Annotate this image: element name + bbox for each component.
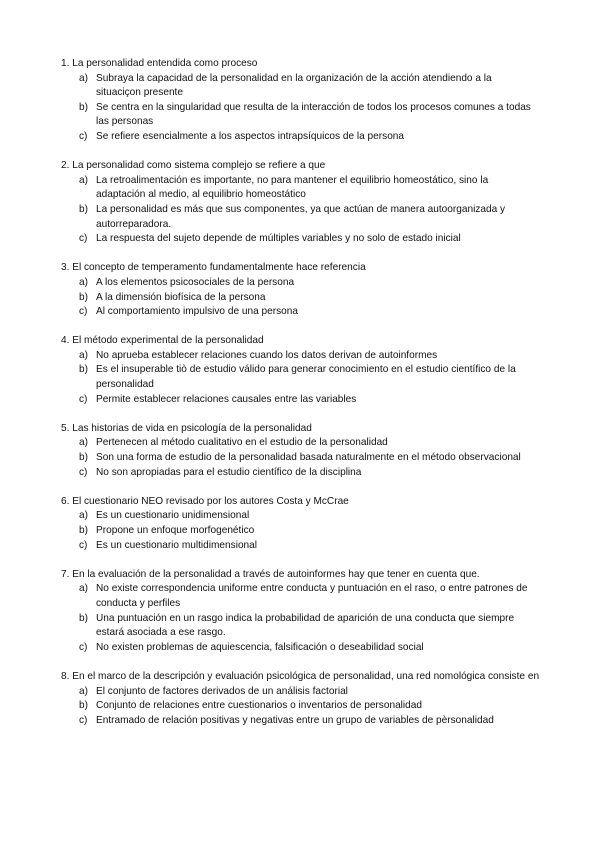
option-b (0, 291, 600, 306)
option-b (0, 524, 600, 539)
question-text: 7. En la evaluación de la personalidad a través de autoinformes hay que tener en cuenta que. (61, 568, 480, 580)
option-text: La personalidad es más que sus componentes, ya que actúan de manera autoorganizada y autorreparadora. (96, 203, 506, 230)
options-list (0, 174, 600, 247)
option-letter: a) (79, 72, 88, 84)
question-6 (0, 495, 600, 553)
option-b (0, 451, 600, 466)
question-4 (0, 334, 600, 407)
option-text: No aprueba establecer relaciones cuando los datos derivan de autoinformes (96, 349, 438, 361)
option-letter: b) (79, 452, 88, 464)
document-page (0, 57, 600, 743)
option-a (0, 349, 600, 364)
option-letter: b) (79, 203, 88, 215)
option-letter: c) (79, 539, 88, 551)
option-c (0, 466, 600, 481)
option-text: Al comportamiento impulsivo de una persona (96, 306, 298, 318)
option-text: Permite establecer relaciones causales entre las variables (96, 393, 357, 405)
option-letter: c) (79, 306, 88, 318)
option-a (0, 582, 600, 611)
option-letter: b) (79, 364, 88, 376)
option-letter: a) (79, 437, 88, 449)
option-c (0, 305, 600, 320)
option-text: Es un cuestionario unidimensional (96, 510, 250, 522)
question-text: 6. El cuestionario NEO revisado por los autores Costa y McCrae (61, 495, 349, 507)
question-text: 1. La personalidad entendida como proceso (61, 58, 258, 69)
question-text: 2. La personalidad como sistema complejo se refiere a que (61, 160, 326, 172)
option-text: Se refiere esencialmente a los aspectos intrapsíquicos de la persona (96, 130, 405, 142)
option-c (0, 641, 600, 656)
options-list (0, 72, 600, 145)
option-b (0, 363, 600, 392)
question-5 (0, 422, 600, 480)
option-c (0, 232, 600, 247)
options-list (0, 436, 600, 480)
option-letter: c) (79, 466, 88, 478)
question-text: 8. En el marco de la descripción y evaluación psicológica de personalidad, una red nomológica consiste en (61, 670, 540, 682)
question-3 (0, 261, 600, 319)
option-letter: b) (79, 291, 88, 303)
option-letter: c) (79, 233, 88, 245)
options-list (0, 685, 600, 729)
question-2 (0, 159, 600, 247)
option-letter: a) (79, 510, 88, 522)
option-b (0, 101, 600, 130)
option-a (0, 72, 600, 101)
option-text: Son una forma de estudio de la personalidad basada naturalmente en el método observacional (96, 452, 521, 464)
option-text: La retroalimentación es importante, no para mantener el equilibrio homeostático, sino la adaptación al medio, al equilibrio homeostático (96, 174, 489, 201)
option-a (0, 509, 600, 524)
option-text: No existe correspondencia uniforme entre conducta y puntuación en el raso, o entre patrones de conducta y perfiles (96, 583, 528, 609)
options-list (0, 349, 600, 407)
question-8 (0, 670, 600, 728)
option-text: Se centra en la singularidad que resulta de la interacción de todos los procesos comunes a todas las personas (96, 101, 531, 128)
option-letter: b) (79, 101, 88, 113)
option-text: Es el insuperable tiò de estudio válido para generar conocimiento en el estudio científico de la personalidad (96, 364, 516, 391)
option-text: No existen problemas de aquiescencia, falsificación o deseabilidad social (96, 641, 424, 653)
option-c (0, 714, 600, 729)
option-b (0, 203, 600, 232)
option-a (0, 276, 600, 291)
question-text: 5. Las historias de vida en psicología de la personalidad (61, 422, 312, 434)
option-letter: a) (79, 685, 88, 697)
option-letter: a) (79, 349, 88, 361)
options-list (0, 276, 600, 320)
option-text: Una puntuación en un rasgo indica la probabilidad de aparición de una conducta que siempre estará asociada a ese rasgo. (96, 612, 515, 639)
option-text: Es un cuestionario multidimensional (96, 539, 258, 551)
option-text: Conjunto de relaciones entre cuestionarios o inventarios de personalidad (96, 700, 423, 712)
option-text: Pertenecen al método cualitativo en el estudio de la personalidad (96, 437, 388, 449)
option-letter: c) (79, 393, 88, 405)
question-text: 3. El concepto de temperamento fundamentalmente hace referencia (61, 262, 366, 274)
option-a (0, 174, 600, 203)
option-text: El conjunto de factores derivados de un análisis factorial (96, 685, 348, 697)
option-letter: b) (79, 700, 88, 712)
option-b (0, 612, 600, 641)
option-letter: b) (79, 525, 88, 536)
option-c (0, 539, 600, 554)
option-c (0, 393, 600, 408)
option-text: La respuesta del sujeto depende de múltiples variables y no solo de estado inicial (96, 233, 461, 245)
option-letter: c) (79, 641, 88, 653)
option-c (0, 130, 600, 145)
option-letter: c) (79, 130, 88, 142)
option-letter: a) (79, 583, 88, 595)
options-list (0, 582, 600, 655)
options-list (0, 509, 600, 553)
option-a (0, 436, 600, 451)
option-b (0, 699, 600, 714)
question-7 (0, 568, 600, 656)
question-text: 4. El método experimental de la personalidad (61, 335, 264, 347)
option-letter: a) (79, 276, 88, 288)
option-letter: c) (79, 714, 88, 726)
question-1 (0, 57, 600, 145)
option-letter: b) (79, 612, 88, 624)
option-text: A los elementos psicosociales de la persona (96, 276, 295, 288)
option-text: No son apropiadas para el estudio científico de la disciplina (96, 466, 362, 478)
option-text: A la dimensión biofísica de la persona (96, 291, 266, 303)
option-a (0, 685, 600, 700)
option-text: Entramado de relación positivas y negativas entre un grupo de variables de pèrsonalidad (96, 714, 494, 726)
option-text: Propone un enfoque morfogenético (96, 525, 255, 536)
option-text: Subraya la capacidad de la personalidad en la organización de la acción atendiendo a la situaciçon presente (96, 72, 492, 99)
option-letter: a) (79, 174, 88, 186)
